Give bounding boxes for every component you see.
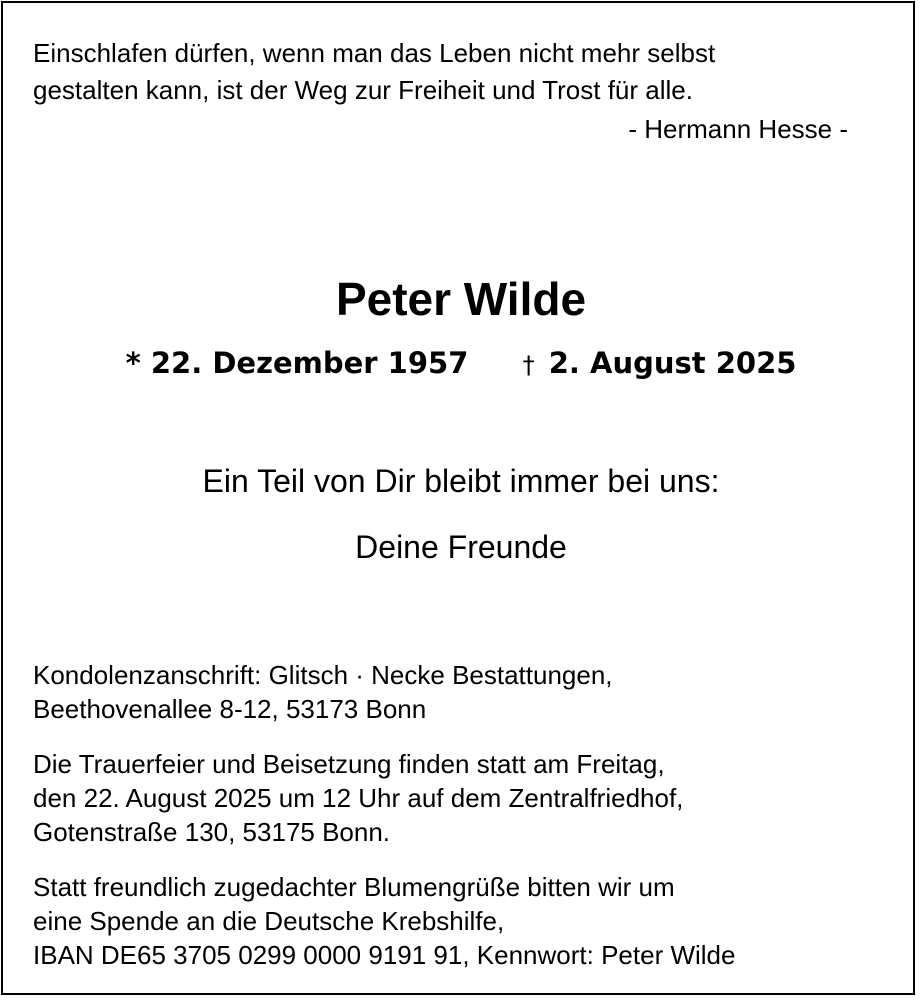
condolence-line: Kondolenzanschrift: Glitsch · Necke Bestattungen, [33,660,613,690]
donation-line: Statt freundlich zugedachter Blumengrüße bitten wir um [33,872,675,902]
tribute-text: Ein Teil von Dir bleibt immer bei uns: [202,463,720,499]
funeral-line: Gotenstraße 130, 53175 Bonn. [33,817,391,847]
quote-block [33,35,893,144]
funeral-line: Die Trauerfeier und Beisetzung finden statt am Freitag, [33,749,665,779]
condolence-line: Beethovenallee 8-12, 53173 Bonn [33,694,427,724]
quote-line: gestalten kann, ist der Weg zur Freiheit und Trost für alle. [33,75,693,105]
birth-date: 22. Dezember 1957 [150,346,469,380]
quote-author: - Hermann Hesse - [628,114,848,144]
obituary-frame [1,1,915,995]
quote-line: Einschlafen dürfen, wenn man das Leben nicht mehr selbst [33,38,716,68]
death-date: 2. August 2025 [548,346,797,380]
birth-symbol: * [125,346,141,380]
donation-line: eine Spende an die Deutsche Krebshilfe, [33,906,505,936]
donation-request [33,870,903,972]
funeral-line: den 22. August 2025 um 12 Uhr auf dem Zentralfriedhof, [33,783,684,813]
condolence-address [33,658,903,726]
signature-text: Deine Freunde [355,529,567,565]
deceased-name: Peter Wilde [335,273,587,325]
funeral-details [33,747,903,849]
life-dates [3,343,919,385]
donation-line: IBAN DE65 3705 0299 0000 9191 91, Kennwort: Peter Wilde [33,940,736,970]
death-cross-icon: † [522,351,535,379]
